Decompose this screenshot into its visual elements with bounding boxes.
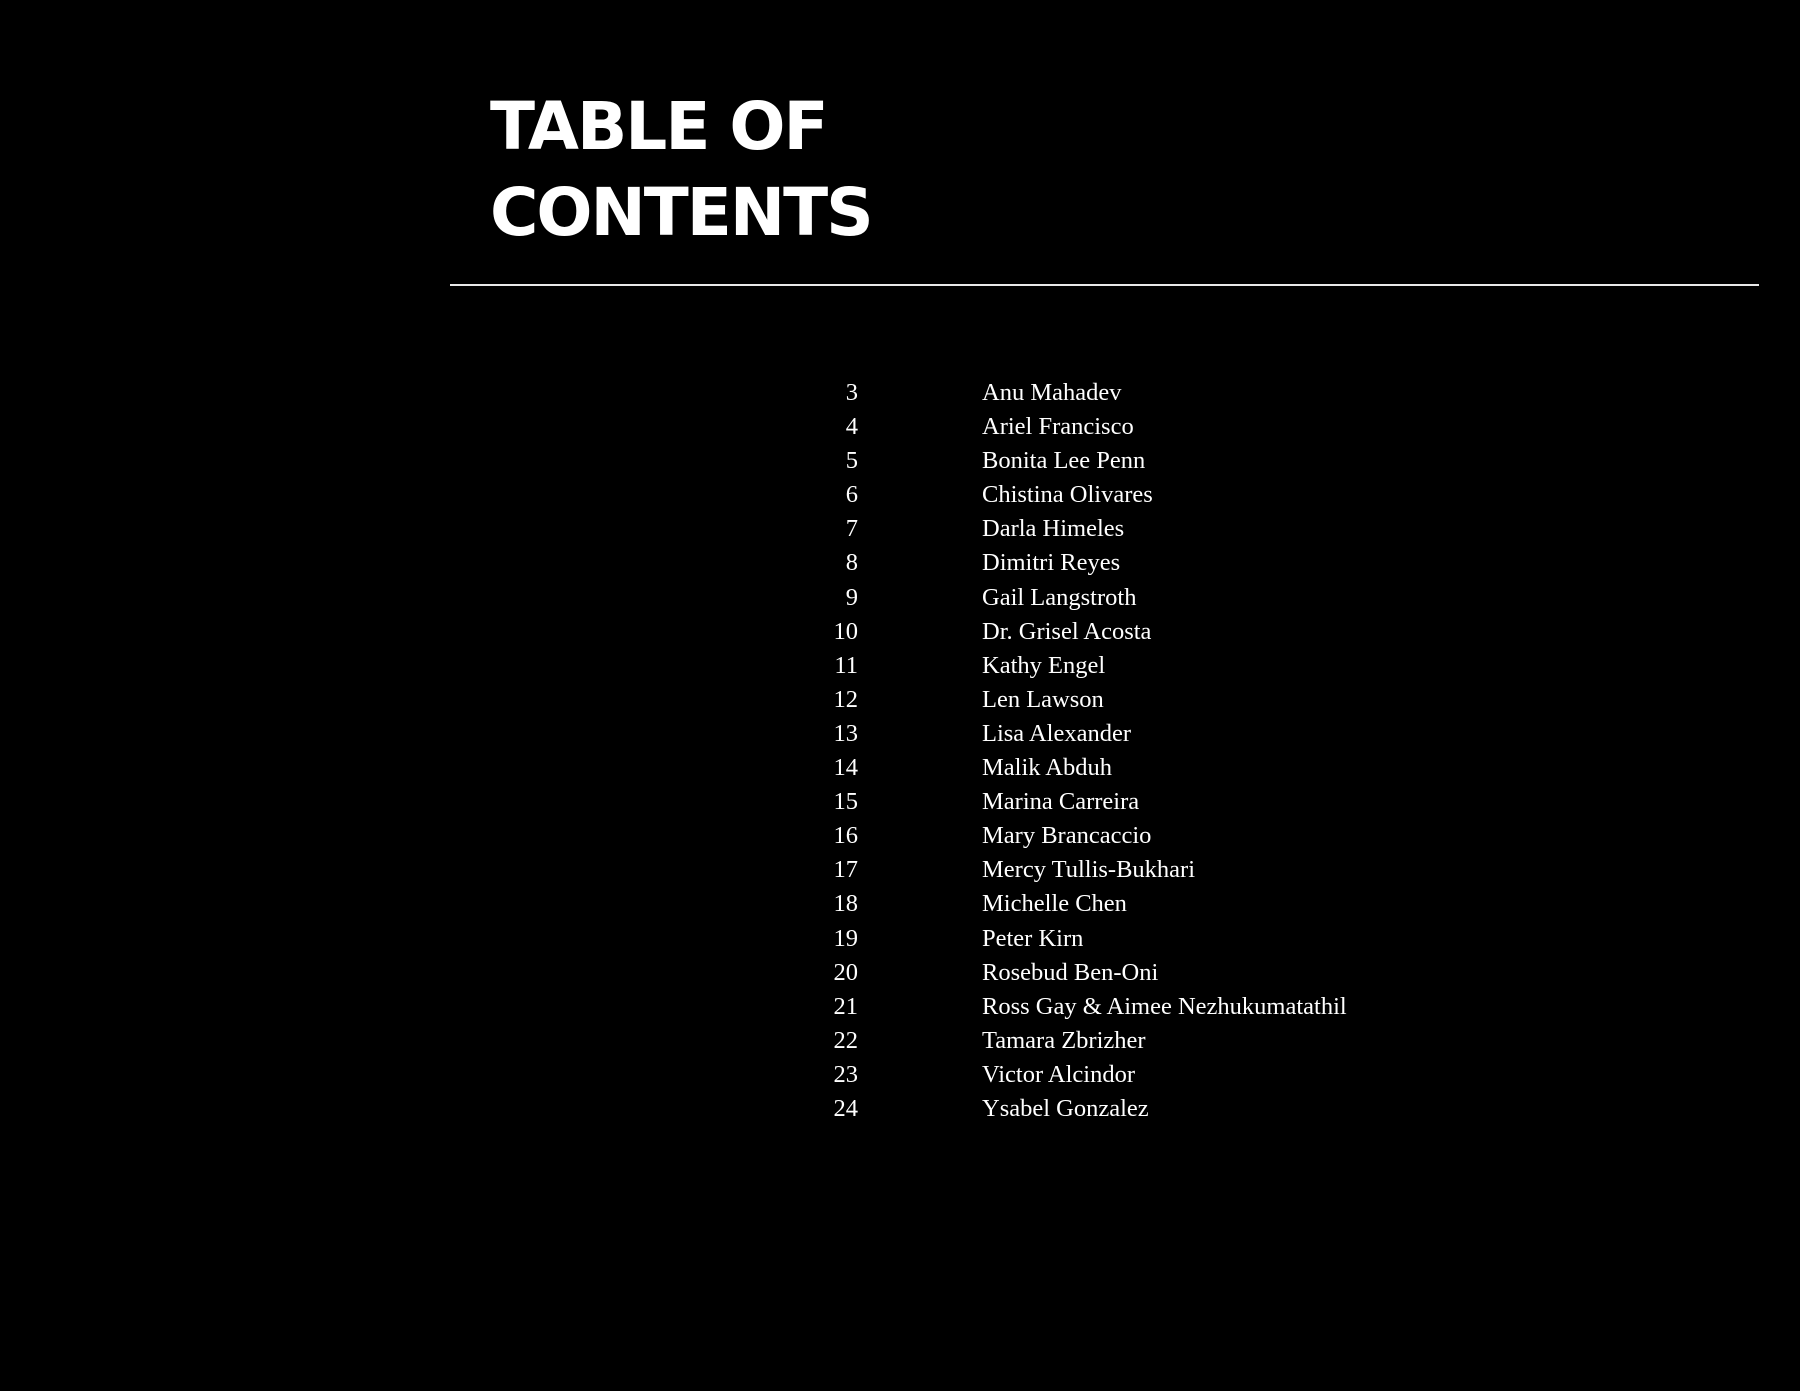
entry-page-number: 10 [833,617,858,645]
contents-entry [0,410,1800,444]
entry-author-name: Mary Brancaccio [982,822,1152,850]
entry-author-name: Dr. Grisel Acosta [982,617,1152,645]
entry-page-number: 17 [833,856,858,884]
entry-author-name: Rosebud Ben-Oni [982,958,1159,986]
page-title [490,84,872,256]
entry-author-name: Bonita Lee Penn [982,447,1146,475]
contents-entry [0,649,1800,683]
entry-author-name: Ross Gay & Aimee Nezhukumatathil [982,992,1347,1020]
entry-page-number: 9 [845,583,858,611]
contents-entry [0,887,1800,921]
title-divider [450,284,1759,286]
entry-author-name: Ariel Francisco [982,413,1134,441]
contents-entry [0,546,1800,580]
entry-author-name: Gail Langstroth [982,583,1137,611]
entry-author-name: Dimitri Reyes [982,549,1121,577]
page-title-line-2: CONTENTS [490,174,872,251]
contents-entry [0,853,1800,887]
contents-entry [0,1058,1800,1092]
entry-page-number: 24 [833,1094,858,1122]
contents-list [0,376,1800,1126]
entry-page-number: 4 [845,413,858,441]
entry-author-name: Peter Kirn [982,924,1084,952]
contents-entry [0,956,1800,990]
entry-page-number: 7 [845,515,858,543]
entry-page-number: 13 [833,719,858,747]
entry-page-number: 14 [833,754,858,782]
entry-author-name: Mercy Tullis-Bukhari [982,856,1196,884]
entry-page-number: 22 [833,1026,858,1054]
entry-page-number: 16 [833,822,858,850]
contents-entry [0,615,1800,649]
contents-entry [0,819,1800,853]
entry-page-number: 8 [845,549,858,577]
entry-author-name: Chistina Olivares [982,481,1153,509]
contents-entry [0,717,1800,751]
entry-author-name: Ysabel Gonzalez [982,1094,1149,1122]
entry-author-name: Kathy Engel [982,651,1106,679]
contents-entry [0,683,1800,717]
contents-entry [0,512,1800,546]
contents-entry [0,1092,1800,1126]
entry-author-name: Michelle Chen [982,890,1127,918]
entry-page-number: 23 [833,1060,858,1088]
entry-page-number: 3 [845,379,858,406]
contents-entry [0,751,1800,785]
contents-entry [0,444,1800,478]
entry-author-name: Malik Abduh [982,754,1112,782]
entry-page-number: 15 [833,788,858,816]
entry-author-name: Darla Himeles [982,515,1125,543]
entry-page-number: 12 [833,685,858,713]
contents-entry [0,376,1800,410]
entry-page-number: 5 [845,447,858,475]
entry-author-name: Lisa Alexander [982,719,1131,747]
entry-author-name: Marina Carreira [982,788,1140,816]
entry-author-name: Tamara Zbrizher [982,1026,1146,1054]
contents-entry [0,785,1800,819]
page-title-line-1: TABLE OF [490,88,827,165]
entry-page-number: 18 [833,890,858,918]
contents-entry [0,478,1800,512]
entry-author-name: Len Lawson [982,685,1104,713]
entry-page-number: 11 [834,651,858,679]
entry-author-name: Victor Alcindor [982,1060,1135,1088]
contents-entry [0,1024,1800,1058]
entry-page-number: 19 [833,924,858,952]
contents-entry [0,990,1800,1024]
contents-entry [0,922,1800,956]
entry-page-number: 20 [833,958,858,986]
entry-page-number: 21 [833,992,858,1020]
entry-author-name: Anu Mahadev [982,379,1122,406]
contents-entry [0,581,1800,615]
entry-page-number: 6 [845,481,858,509]
